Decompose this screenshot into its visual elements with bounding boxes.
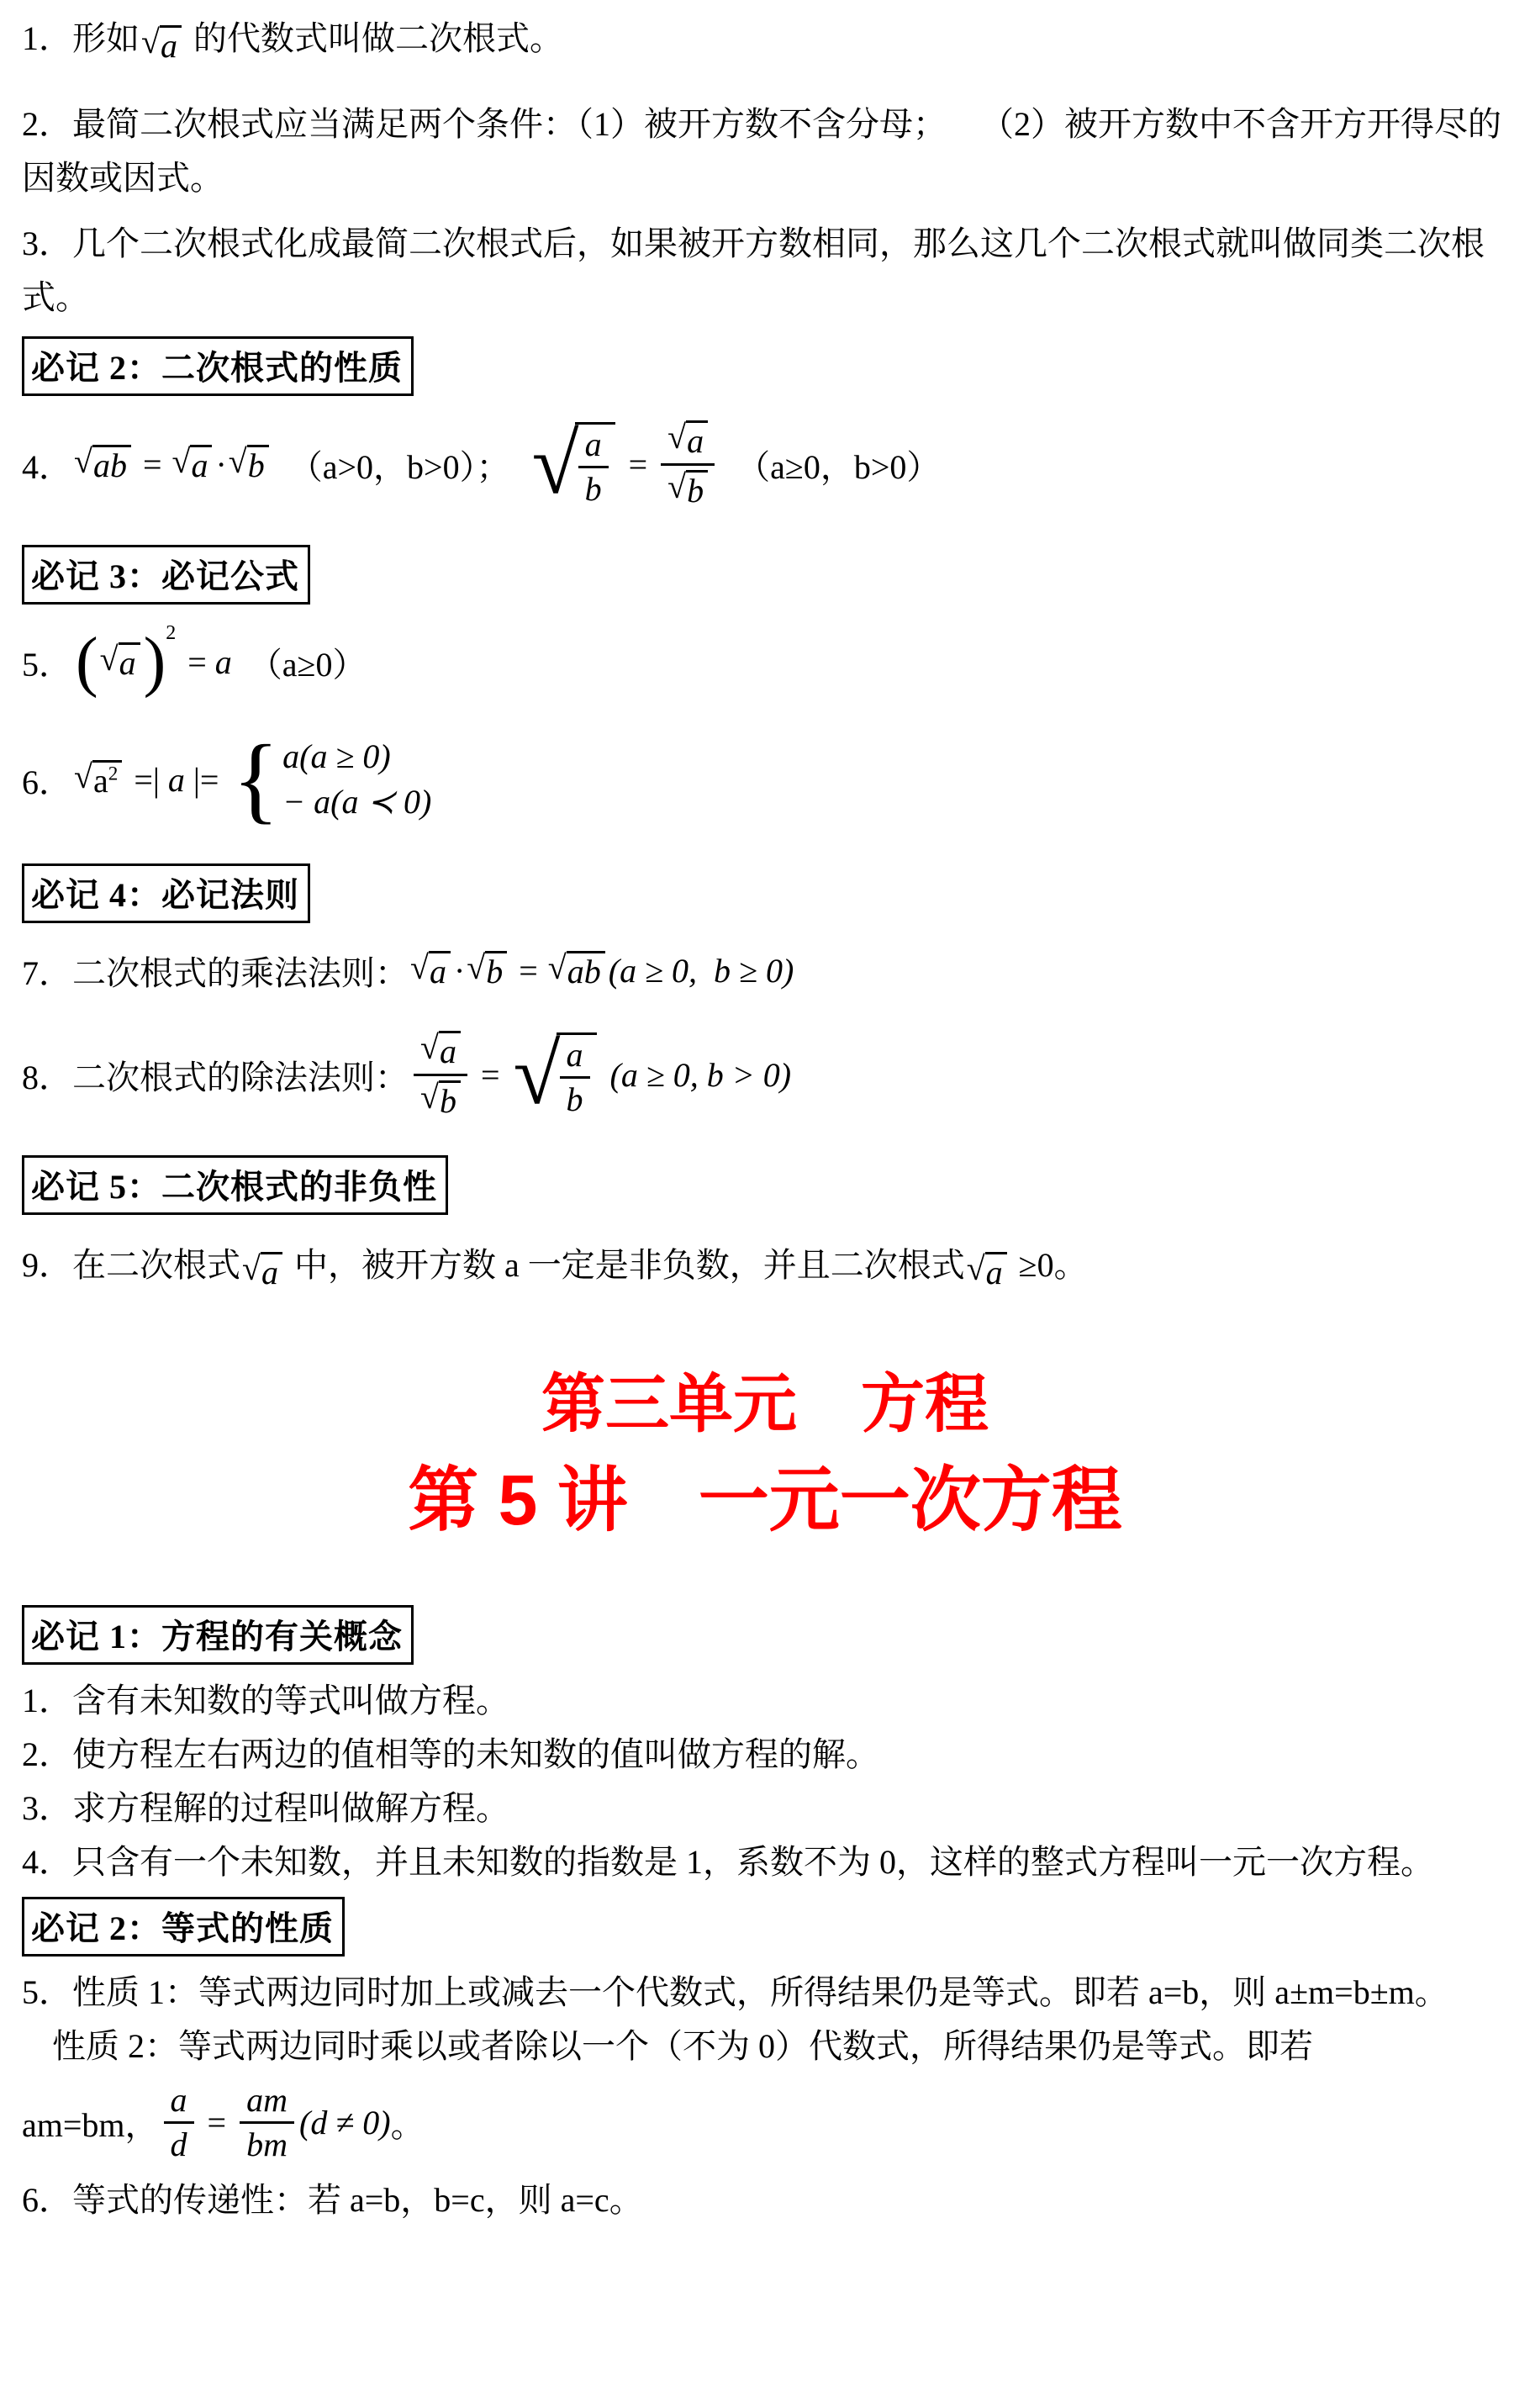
item-4 (22, 416, 1508, 512)
text-run: 中，被开方数 a 一定是非负数，并且二次根式 (285, 1246, 965, 1284)
eq-property-2 (22, 2020, 1508, 2073)
radicand: a (429, 951, 451, 990)
item-1 (22, 12, 1508, 66)
text-run: 4． (22, 448, 72, 486)
radicand: ab (567, 951, 605, 990)
sqrt-expression (547, 948, 605, 990)
heading-biji-4: 必记 4：必记法则 (22, 863, 310, 923)
sqrt-expression (74, 757, 122, 800)
sqrt-expression (966, 1249, 1007, 1291)
heading-biji-3: 必记 3：必记公式 (22, 545, 310, 605)
numerator (661, 420, 715, 463)
document-page (22, 12, 1508, 2226)
math-text: a (167, 760, 185, 799)
radical-sign: √ (467, 948, 486, 986)
sqrt-over-fraction (513, 1027, 597, 1122)
denominator: b (578, 466, 609, 507)
sqrt-expression (228, 442, 269, 484)
radical-sign: √ (420, 1028, 439, 1066)
radical-sign: √ (99, 639, 119, 678)
text-run: 3．求方程解的过程叫做解方程。 (22, 1789, 509, 1827)
radical-sign: √ (667, 418, 687, 456)
text-run: 8．二次根式的除法法则： (22, 1059, 409, 1096)
radicand (92, 760, 122, 800)
text-run: 6． (22, 763, 72, 801)
open-paren: ( (76, 625, 98, 699)
numerator (414, 1030, 467, 1074)
text-run: 9．在二次根式 (22, 1246, 240, 1284)
section-equations (22, 1605, 1508, 2226)
sqrt-expression (171, 442, 213, 484)
text-run: · (453, 952, 466, 990)
eq-item-3 (22, 1782, 1508, 1835)
text-run: 5．性质 1：等式两边同时加上或减去一个代数式，所得结果仍是等式。即若 a=b，则 a±m=b±m。 (22, 1973, 1448, 2011)
lesson-title: 第 5 讲 一元一次方程 (408, 1460, 1122, 1539)
radicand-with-exponent: $a^2$ (92, 761, 119, 800)
sqrt-expression (420, 1028, 461, 1070)
math-text: a (214, 642, 232, 681)
denominator: d (164, 2121, 194, 2162)
radical-sign: √ (74, 757, 92, 795)
denominator (414, 1074, 467, 1120)
sqrt-over-fraction (531, 416, 615, 512)
text-run: （a≥0，b>0） (720, 448, 941, 486)
fraction (578, 427, 609, 507)
text-run: 3．几个二次根式化成最简二次根式后，如果被开方数相同，那么这几个二次根式就叫做同类二次根式。 (22, 224, 1485, 316)
document-content (22, 12, 1508, 2226)
text-run: 1．形如 (22, 19, 140, 57)
radical-sign: √ (141, 23, 160, 61)
text-run: 的代数式叫做二次根式。 (184, 19, 563, 57)
eq-item-6 (22, 2174, 1508, 2226)
radical-sign: √ (171, 442, 191, 480)
exponent: 2 (108, 763, 119, 785)
radicand: a (985, 1252, 1007, 1291)
unit-title: 第三单元 方程 (541, 1369, 989, 1440)
radicand: b (485, 951, 507, 990)
sqrt-expression (467, 948, 507, 990)
heading-biji-5: 必记 5：二次根式的非负性 (22, 1155, 448, 1215)
heading-row (22, 545, 1508, 605)
item-7 (22, 947, 1508, 995)
denominator (661, 463, 715, 510)
radical-sign: √ (667, 467, 687, 505)
denominator: bm (240, 2121, 294, 2162)
text-run: 性质 2：等式两边同时乘以或者除以一个（不为 0）代数式，所得结果仍是等式。即若 (52, 2027, 1313, 2065)
text-run: |= (184, 760, 228, 799)
math-text: (a ≥ 0, b > 0) (601, 1056, 792, 1094)
radical-sign: √ (228, 442, 247, 480)
radicand: a (190, 445, 212, 484)
text-run: 5． (22, 645, 72, 684)
heading-row (22, 1155, 1508, 1215)
sqrt-expression (420, 1080, 461, 1120)
fraction (164, 2083, 194, 2162)
fraction (240, 2083, 294, 2162)
eq-item-2 (22, 1729, 1508, 1781)
radicand: b (686, 470, 708, 510)
radicand: b (439, 1080, 461, 1120)
math-text: (a ≥ 0, b ≥ 0) (608, 952, 794, 990)
item-8 (22, 1027, 1508, 1122)
numerator: a (584, 425, 602, 463)
text-run: 4．只含有一个未知数，并且未知数的指数是 1，系数不为 0，这样的整式方程叫一元一次方程。 (22, 1843, 1434, 1881)
text-run: 2．使方程左右两边的值相等的未知数的值叫做方程的解。 (22, 1735, 879, 1773)
text-run: = (472, 1056, 509, 1094)
text-run: （a>0，b>0）； (272, 448, 527, 486)
radicand: a (439, 1031, 461, 1070)
sqrt-expression (667, 467, 708, 510)
text-run: 2．最简二次根式应当满足两个条件：（1）被开方数不含分母； （2）被开方数中不含开方开得尽的因数或因式。 (22, 105, 1501, 197)
cases-rows (282, 738, 431, 821)
case-row: a(a ≥ 0) (282, 737, 391, 775)
numerator: a (566, 1036, 583, 1074)
radical-sign: √ (966, 1249, 985, 1287)
item-2 (22, 98, 1508, 205)
text-run: 1．含有未知数的等式叫做方程。 (22, 1682, 509, 1719)
eq-item-4 (22, 1836, 1508, 1888)
text-run: 。 (390, 2106, 425, 2144)
text-run: · (215, 446, 227, 483)
sqrt-expression (410, 948, 451, 990)
big-radical-sign: √ (531, 416, 579, 512)
heading-row (22, 1897, 1508, 1956)
eq-item-5 (22, 1967, 1508, 2019)
heading-biji-2-eq: 必记 2：等式的性质 (22, 1897, 345, 1956)
close-paren: ) (143, 625, 166, 699)
radicand: a (160, 25, 182, 65)
piecewise-cases (232, 726, 432, 833)
text-run: =| (125, 760, 168, 799)
sqrt-expression (141, 25, 182, 65)
fraction (414, 1030, 467, 1120)
text-run: = (620, 446, 657, 483)
heading-biji-2: 必记 2：二次根式的性质 (22, 336, 414, 396)
big-radicand (557, 1032, 597, 1118)
cases-brace: { (232, 726, 280, 833)
denominator: b (560, 1076, 590, 1117)
text-run: （a≥0） (231, 645, 367, 684)
section-unit-titles (22, 1365, 1508, 1545)
text-run: = (510, 952, 546, 990)
item-3 (22, 217, 1508, 325)
case-row: − a(a ≺ 0) (282, 783, 432, 821)
fraction (661, 420, 715, 510)
text-run: 6．等式的传递性：若 a=b，b=c，则 a=c。 (22, 2181, 643, 2219)
text-run: = (179, 642, 215, 681)
radicand: a (261, 1252, 282, 1291)
text-run: = (198, 2104, 235, 2141)
numerator: am (246, 2081, 288, 2119)
heading-biji-1-eq: 必记 1：方程的有关概念 (22, 1605, 414, 1665)
eq-item-1 (22, 1675, 1508, 1727)
heading-row (22, 336, 1508, 396)
big-radicand (575, 422, 615, 508)
heading-row (22, 863, 1508, 923)
item-6 (22, 726, 1508, 833)
exponent: 2 (166, 622, 177, 644)
eq-property-2-formula (22, 2083, 1508, 2162)
radical-sign: √ (547, 948, 567, 986)
radicand: a (686, 420, 708, 460)
sqrt-expression (667, 420, 708, 460)
radical-sign: √ (420, 1078, 439, 1116)
fraction (560, 1038, 590, 1117)
section-radicals (22, 12, 1508, 1292)
big-radical-sign: √ (513, 1027, 561, 1122)
sqrt-expression (99, 639, 140, 682)
numerator: a (170, 2081, 187, 2119)
item-5 (22, 622, 1508, 699)
text-run: am=bm， (22, 2106, 159, 2144)
item-9 (22, 1238, 1508, 1292)
radical-sign: √ (410, 948, 429, 986)
radicand: ab (92, 445, 131, 484)
text-run: ≥0。 (1010, 1246, 1088, 1284)
sqrt-expression (74, 442, 131, 484)
sqrt-expression (242, 1249, 282, 1291)
text-run: 7．二次根式的乘法法则： (22, 954, 409, 992)
math-text: (d ≠ 0) (299, 2104, 391, 2141)
radicand: b (247, 445, 269, 484)
radical-sign: √ (74, 442, 92, 480)
text-run: = (134, 446, 171, 483)
parenthesized-sqrt-squared (76, 622, 177, 699)
radical-sign: √ (242, 1249, 261, 1287)
radicand: a (119, 642, 140, 682)
heading-row (22, 1605, 1508, 1665)
